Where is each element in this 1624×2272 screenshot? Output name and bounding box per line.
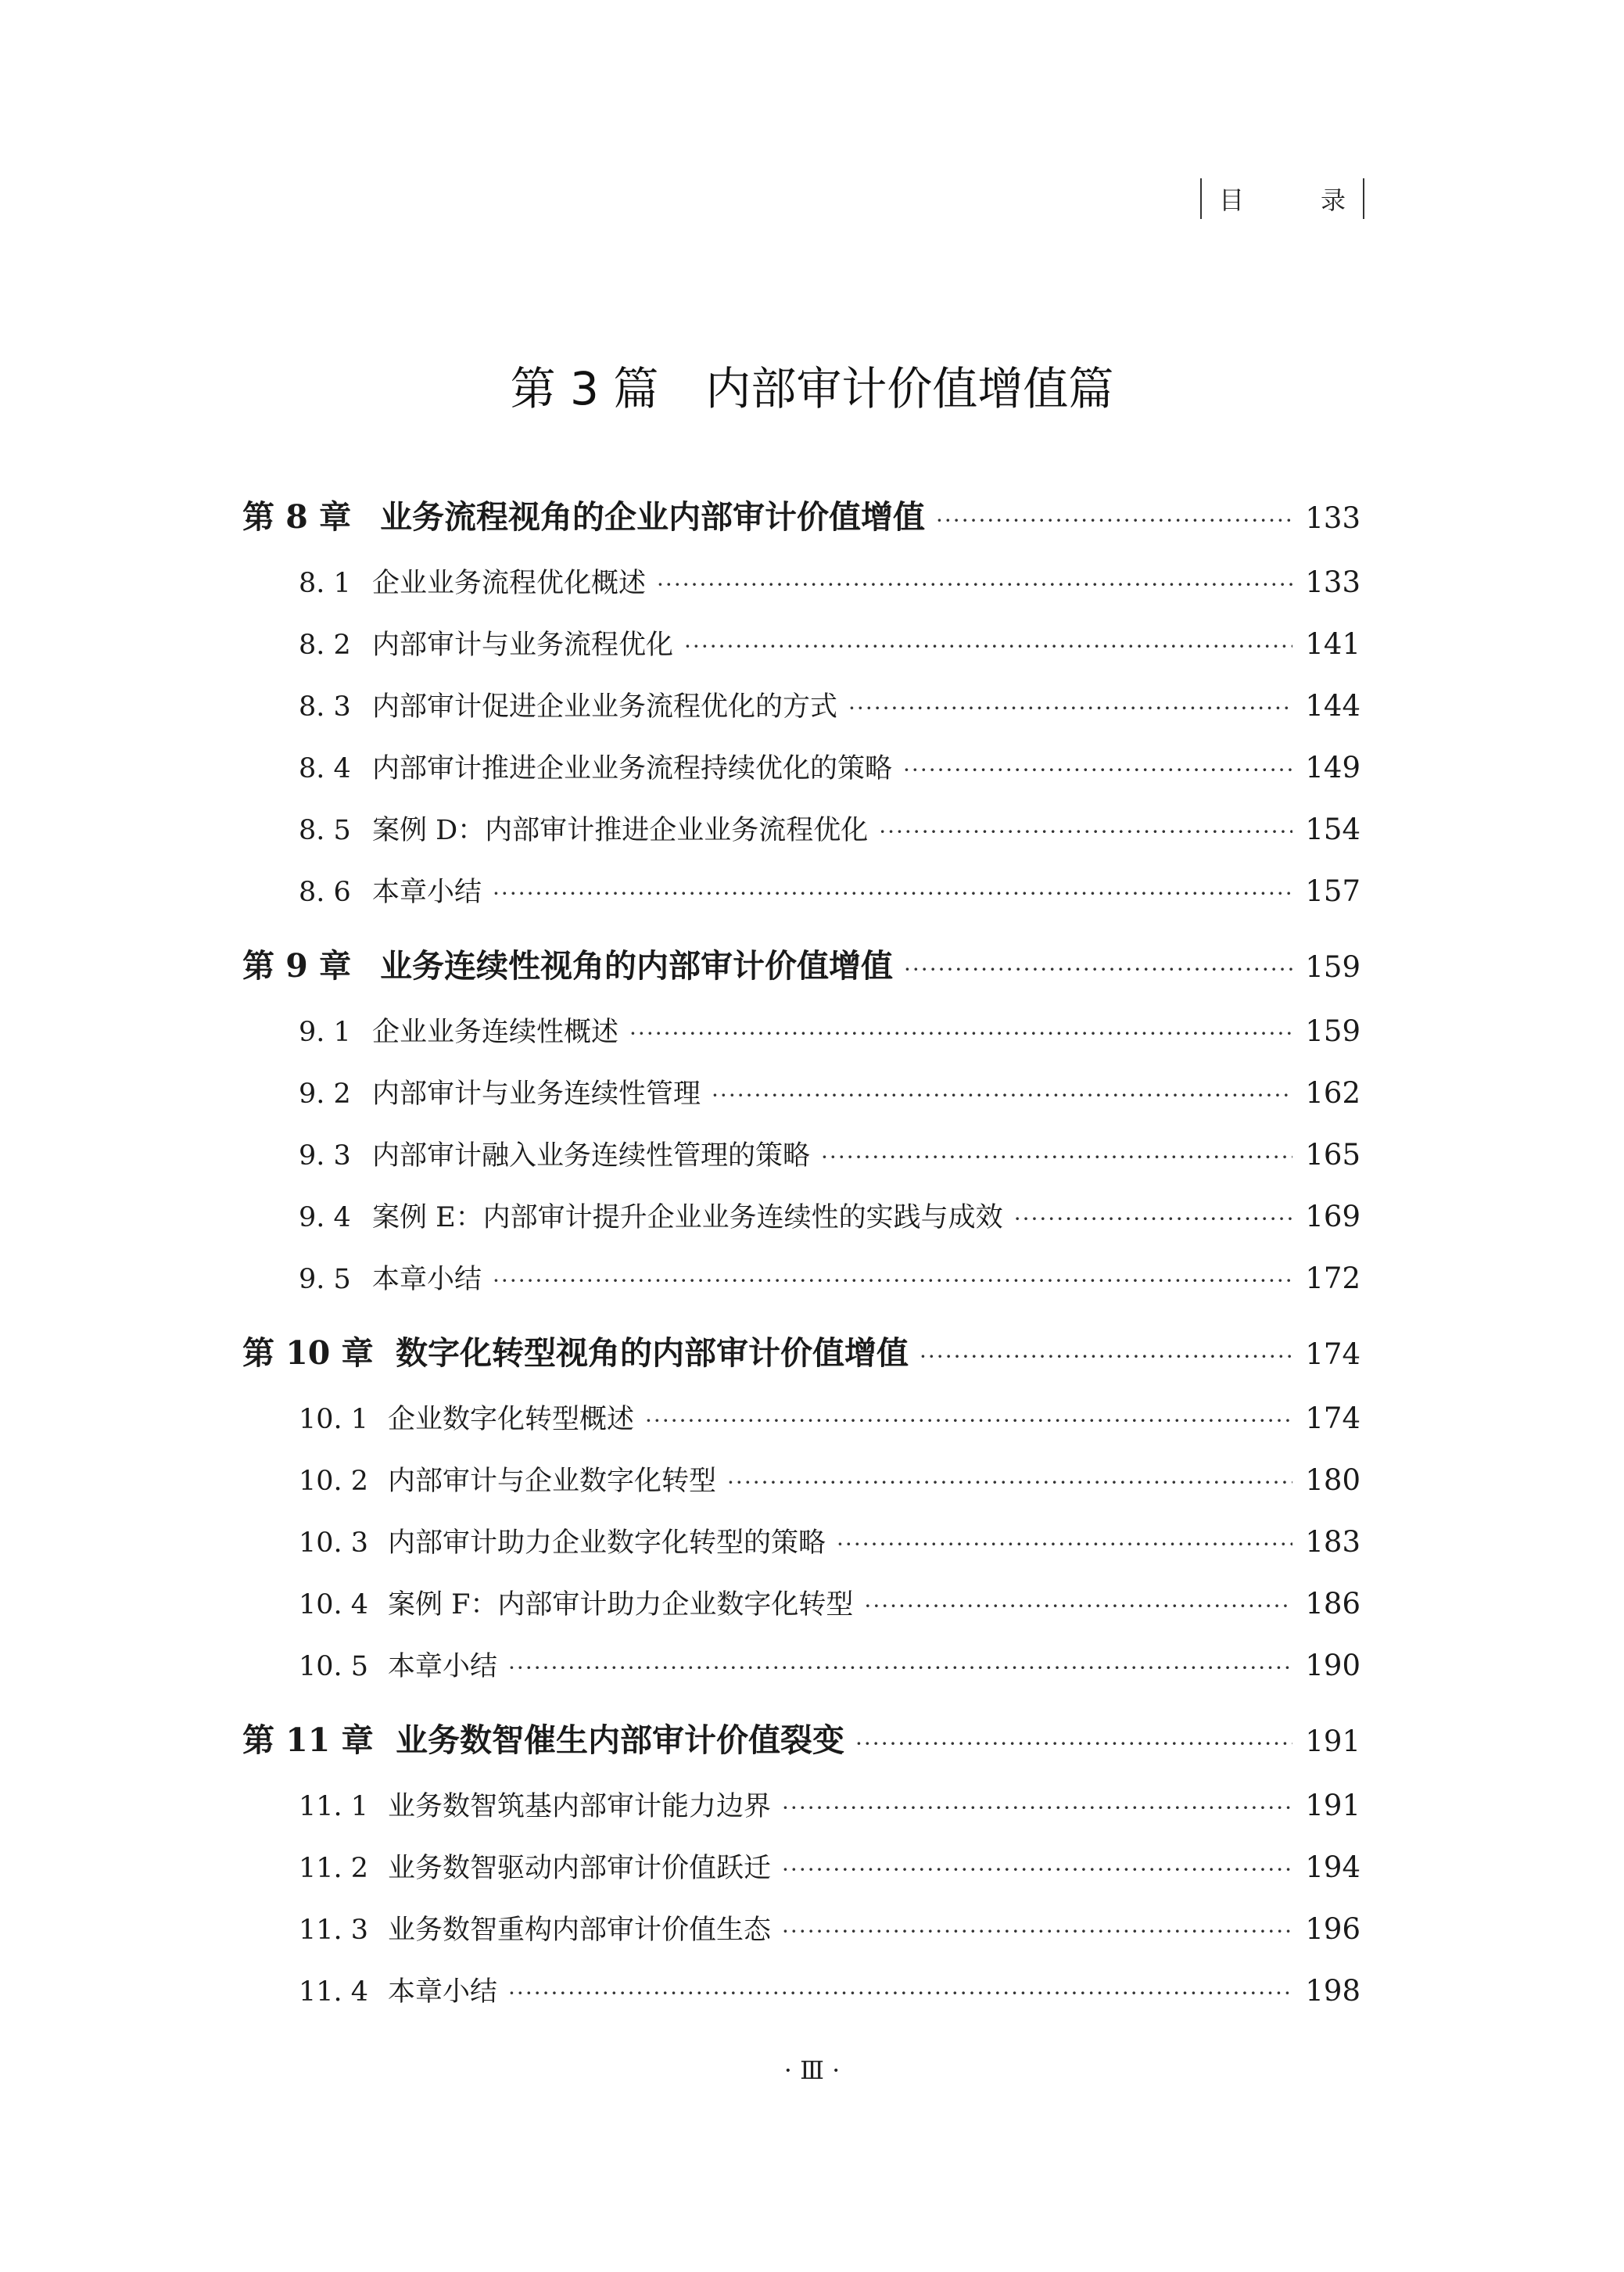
dot-leader xyxy=(712,1082,1292,1108)
section-number: 8. 2 xyxy=(299,630,351,661)
toc-section[interactable] xyxy=(299,623,1361,670)
section-title: 内部审计与企业数字化转型 xyxy=(388,1466,717,1497)
page-number: 190 xyxy=(1305,1649,1361,1682)
section-title: 企业业务流程优化概述 xyxy=(372,568,647,599)
dot-leader xyxy=(727,1470,1292,1495)
section-title: 内部审计与业务连续性管理 xyxy=(372,1079,701,1110)
page-number: 186 xyxy=(1305,1587,1361,1621)
chapter-title: 业务数智催生内部审计价值裂变 xyxy=(396,1721,844,1759)
toc-section[interactable] xyxy=(299,1645,1361,1692)
section-title: 内部审计融入业务连续性管理的策略 xyxy=(372,1140,811,1172)
page-number: 162 xyxy=(1305,1076,1361,1110)
toc-chapter[interactable] xyxy=(242,1327,1361,1374)
section-number: 11. 2 xyxy=(299,1853,369,1884)
section-title: 企业数字化转型概述 xyxy=(388,1404,635,1435)
page-folio: · Ⅲ · xyxy=(783,2055,841,2085)
page-number: 159 xyxy=(1305,1014,1361,1048)
dot-leader xyxy=(821,1144,1292,1170)
dot-leader xyxy=(782,1918,1292,1944)
page-number: 159 xyxy=(1305,950,1361,984)
page-number: 165 xyxy=(1305,1138,1361,1172)
section-title: 本章小结 xyxy=(372,877,482,908)
page-number: 194 xyxy=(1305,1850,1361,1884)
toc-section[interactable] xyxy=(299,809,1361,856)
page-number: 174 xyxy=(1305,1402,1361,1435)
toc-section[interactable] xyxy=(299,1459,1361,1506)
toc-section[interactable] xyxy=(299,562,1361,608)
dot-leader xyxy=(508,1655,1292,1681)
running-head-right: 录 xyxy=(1320,185,1346,215)
toc-section[interactable] xyxy=(299,685,1361,732)
section-title: 本章小结 xyxy=(388,1976,498,2008)
section-title: 业务数智筑基内部审计能力边界 xyxy=(388,1791,772,1822)
section-title: 本章小结 xyxy=(388,1651,498,1682)
section-number: 8. 3 xyxy=(299,691,351,723)
page-number: 198 xyxy=(1305,1974,1361,2008)
toc-section[interactable] xyxy=(299,1134,1361,1181)
toc-section[interactable] xyxy=(299,1521,1361,1568)
toc-section[interactable] xyxy=(299,1847,1361,1893)
dot-leader xyxy=(645,1408,1292,1434)
section-title: 本章小结 xyxy=(372,1264,482,1295)
section-number: 11. 3 xyxy=(299,1915,369,1946)
section-number: 10. 4 xyxy=(299,1589,369,1621)
section-title: 案例 D：内部审计推进企业业务流程优化 xyxy=(372,815,869,846)
page-number: 149 xyxy=(1305,751,1361,784)
section-title: 案例 E：内部审计提升企业业务连续性的实践与成效 xyxy=(372,1202,1003,1233)
section-number: 8. 6 xyxy=(299,877,351,908)
dot-leader xyxy=(936,508,1292,533)
section-number: 9. 5 xyxy=(299,1264,351,1295)
toc-section[interactable] xyxy=(299,1908,1361,1955)
section-number: 10. 2 xyxy=(299,1466,369,1497)
toc-section[interactable] xyxy=(299,870,1361,917)
dot-leader xyxy=(903,757,1292,783)
dot-leader xyxy=(493,1268,1292,1294)
page-number: 191 xyxy=(1305,1725,1361,1758)
chapter-number: 第 9 章 xyxy=(242,947,352,985)
section-number: 8. 5 xyxy=(299,815,351,846)
section-title: 业务数智驱动内部审计价值跃迁 xyxy=(388,1853,772,1884)
page-number: 174 xyxy=(1305,1337,1361,1371)
page-number: 133 xyxy=(1305,501,1361,535)
toc-section[interactable] xyxy=(299,1010,1361,1057)
section-title: 案例 F：内部审计助力企业数字化转型 xyxy=(388,1589,854,1621)
dot-leader xyxy=(920,1344,1292,1369)
dot-leader xyxy=(782,1857,1292,1883)
dot-leader xyxy=(904,957,1292,982)
chapter-title: 业务流程视角的企业内部审计价值增值 xyxy=(380,498,925,536)
page-number: 157 xyxy=(1305,874,1361,908)
page-number: 141 xyxy=(1305,627,1361,661)
dot-leader xyxy=(684,634,1292,659)
toc-section[interactable] xyxy=(299,1258,1361,1305)
page-number: 180 xyxy=(1305,1463,1361,1497)
toc-section[interactable] xyxy=(299,1196,1361,1243)
page-number: 191 xyxy=(1305,1789,1361,1822)
page-number: 172 xyxy=(1305,1262,1361,1295)
section-number: 9. 4 xyxy=(299,1202,351,1233)
dot-leader xyxy=(508,1980,1292,2006)
toc-section[interactable] xyxy=(299,747,1361,794)
dot-leader xyxy=(493,881,1292,906)
section-number: 11. 1 xyxy=(299,1791,369,1822)
toc-section[interactable] xyxy=(299,1072,1361,1119)
dot-leader xyxy=(629,1021,1292,1046)
section-title: 内部审计推进企业业务流程持续优化的策略 xyxy=(372,753,893,784)
page-number: 183 xyxy=(1305,1525,1361,1559)
part-name: 内部审计价值增值篇 xyxy=(705,362,1114,415)
chapter-title: 业务连续性视角的内部审计价值增值 xyxy=(380,947,893,985)
page-number: 169 xyxy=(1305,1200,1361,1233)
toc-chapter[interactable] xyxy=(242,940,1361,987)
section-title: 内部审计促进企业业务流程优化的方式 xyxy=(372,691,838,723)
part-label: 第 3 篇 xyxy=(510,362,659,415)
toc-section[interactable] xyxy=(299,1785,1361,1832)
chapter-number: 第 11 章 xyxy=(242,1721,374,1759)
section-number: 9. 2 xyxy=(299,1079,351,1110)
section-title: 内部审计与业务流程优化 xyxy=(372,630,674,661)
page-number: 154 xyxy=(1305,813,1361,846)
page-number: 133 xyxy=(1305,565,1361,599)
section-number: 8. 1 xyxy=(299,568,351,599)
section-number: 9. 1 xyxy=(299,1017,351,1048)
dot-leader xyxy=(1014,1206,1293,1232)
toc-section[interactable] xyxy=(299,1583,1361,1630)
dot-leader xyxy=(864,1593,1292,1619)
dot-leader xyxy=(855,1731,1292,1757)
toc-section[interactable] xyxy=(299,1398,1361,1445)
toc-chapter[interactable] xyxy=(242,1714,1361,1761)
section-number: 8. 4 xyxy=(299,753,351,784)
page-number: 144 xyxy=(1305,689,1361,723)
toc-section[interactable] xyxy=(299,1970,1361,2017)
dot-leader xyxy=(837,1531,1292,1557)
section-title: 内部审计助力企业数字化转型的策略 xyxy=(388,1527,826,1559)
section-number: 10. 5 xyxy=(299,1651,369,1682)
dot-leader xyxy=(848,695,1292,721)
section-number: 10. 3 xyxy=(299,1527,369,1559)
running-head-left: 目 xyxy=(1219,185,1245,215)
section-number: 11. 4 xyxy=(299,1976,369,2008)
page-number: 196 xyxy=(1305,1912,1361,1946)
dot-leader xyxy=(657,572,1292,598)
section-title: 企业业务连续性概述 xyxy=(372,1017,619,1048)
section-number: 9. 3 xyxy=(299,1140,351,1172)
chapter-number: 第 10 章 xyxy=(242,1334,374,1372)
chapter-title: 数字化转型视角的内部审计价值增值 xyxy=(396,1334,909,1372)
section-title: 业务数智重构内部审计价值生态 xyxy=(388,1915,772,1946)
dot-leader xyxy=(782,1795,1292,1821)
section-number: 10. 1 xyxy=(299,1404,369,1435)
dot-leader xyxy=(879,819,1292,845)
chapter-number: 第 8 章 xyxy=(242,498,352,536)
toc-chapter[interactable] xyxy=(242,491,1361,538)
